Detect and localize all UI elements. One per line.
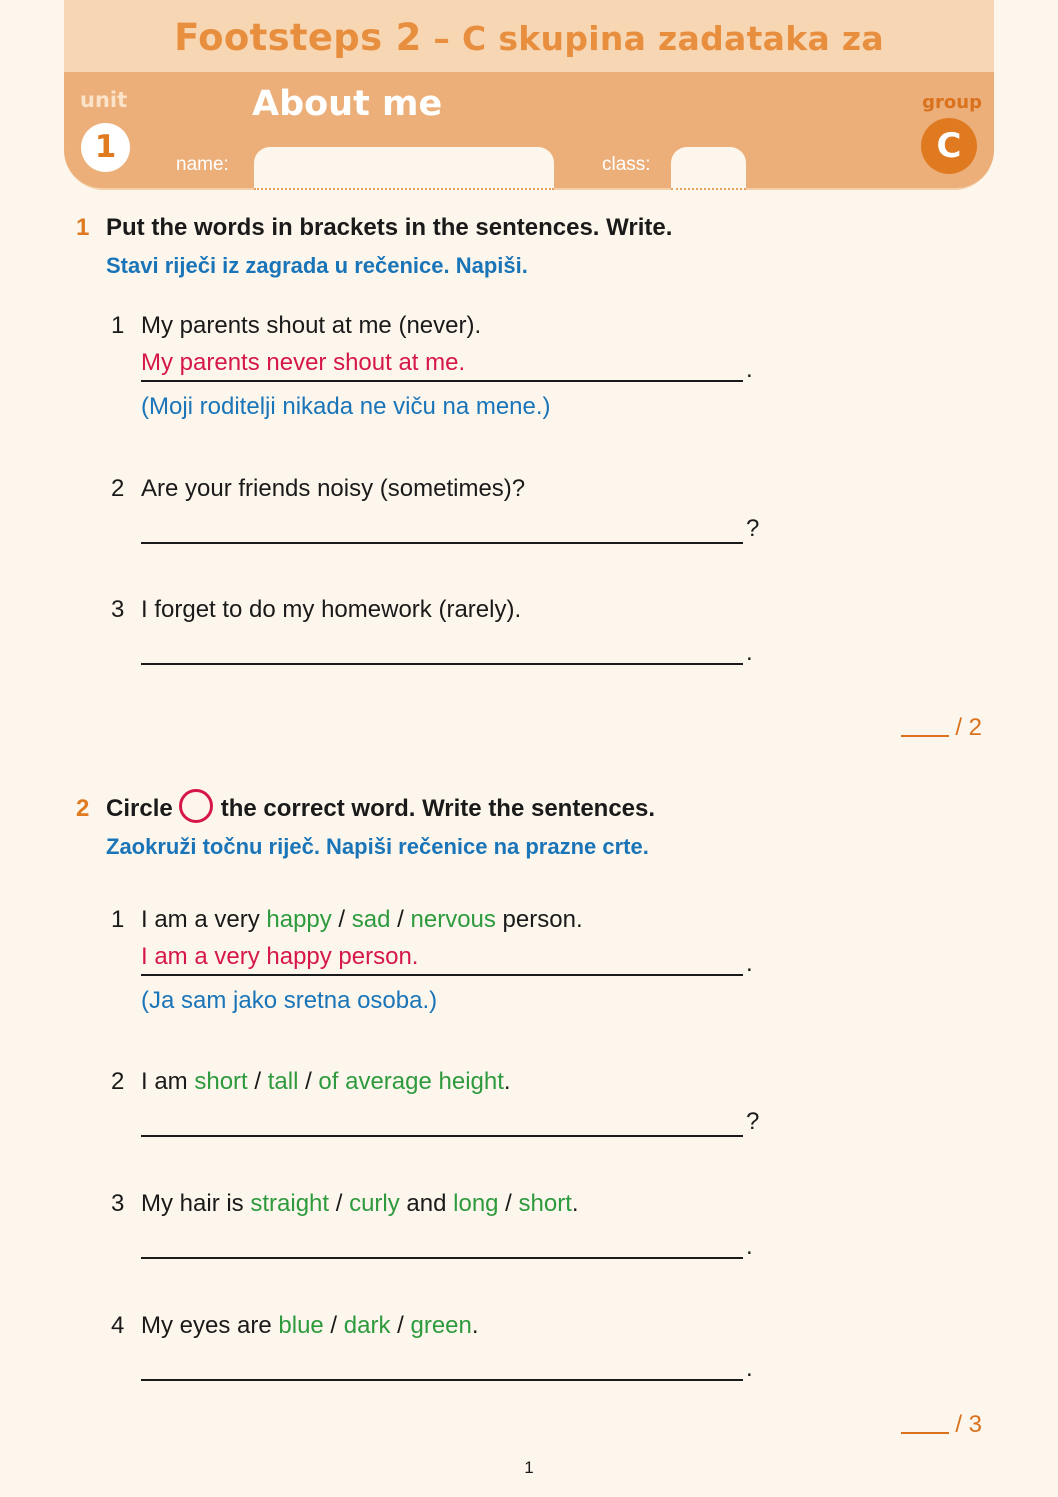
- ex2-item-4-number: 4: [111, 1312, 125, 1339]
- ex1-item-3-end: .: [746, 639, 753, 666]
- worksheet-title: Footsteps 2 – C skupina zadataka za: [64, 0, 994, 72]
- option-word[interactable]: curly: [349, 1190, 400, 1217]
- ex2-item-3-number: 3: [111, 1190, 125, 1217]
- ex2-item-4-answer-line[interactable]: [141, 1379, 743, 1381]
- option-word[interactable]: tall: [267, 1068, 299, 1095]
- class-label: class:: [602, 154, 651, 175]
- score-blank[interactable]: [901, 715, 949, 737]
- ex1-item-1-answer-line[interactable]: [141, 380, 743, 382]
- option-word[interactable]: short: [194, 1068, 248, 1095]
- option-word[interactable]: sad: [351, 906, 391, 933]
- ex2-item-2-number: 2: [111, 1068, 125, 1095]
- unit-label: unit: [80, 88, 128, 112]
- worksheet-header: [64, 0, 994, 190]
- exercise-1-instruction: Put the words in brackets in the sentences. Write.: [106, 214, 673, 241]
- ex2-item-2-prompt: I am short / tall / of average height.: [141, 1068, 511, 1095]
- exercise-1-number: 1: [76, 214, 90, 241]
- ex2-item-1-translation: (Ja sam jako sretna osoba.): [141, 987, 438, 1014]
- ex2-item-1-answer-line[interactable]: [141, 974, 743, 976]
- ex1-item-2-answer-line[interactable]: [141, 542, 743, 544]
- ex1-item-1-end: .: [746, 356, 753, 383]
- name-label: name:: [176, 154, 229, 175]
- option-word[interactable]: straight: [250, 1190, 330, 1217]
- ex2-item-4-prompt: My eyes are blue / dark / green.: [141, 1312, 479, 1339]
- ex2-item-1-end: .: [746, 950, 753, 977]
- ex2-item-1-answer: I am a very happy person.: [141, 943, 419, 970]
- exercise-2-number: 2: [76, 795, 90, 822]
- option-word[interactable]: blue: [278, 1312, 324, 1339]
- ex1-item-1-number: 1: [111, 312, 125, 339]
- option-word[interactable]: short: [518, 1190, 572, 1217]
- ex2-item-2-end: ?: [746, 1108, 760, 1135]
- exercise-2-score: / 3: [901, 1411, 982, 1439]
- ex2-item-4-end: .: [746, 1355, 753, 1382]
- ex1-item-3-prompt: I forget to do my homework (rarely).: [141, 596, 522, 623]
- unit-title: About me: [252, 84, 443, 124]
- group-badge: C: [921, 118, 977, 174]
- page-number: 1: [524, 1458, 534, 1477]
- ex1-item-1-translation: (Moji roditelji nikada ne viču na mene.): [141, 393, 551, 420]
- exercise-1-instruction-hr: Stavi riječi iz zagrada u rečenice. Napiši.: [106, 253, 528, 278]
- exercise-1-score: / 2: [901, 714, 982, 742]
- option-word[interactable]: green: [410, 1312, 472, 1339]
- ex2-item-3-answer-line[interactable]: [141, 1257, 743, 1259]
- option-word[interactable]: nervous: [410, 906, 496, 933]
- ex2-item-2-answer-line[interactable]: [141, 1135, 743, 1137]
- name-field[interactable]: [254, 147, 554, 190]
- circle-icon: [179, 789, 213, 823]
- ex1-item-3-answer-line[interactable]: [141, 663, 743, 665]
- option-word[interactable]: dark: [343, 1312, 391, 1339]
- ex1-item-3-number: 3: [111, 596, 125, 623]
- score-blank[interactable]: [901, 1412, 949, 1434]
- ex1-item-2-prompt: Are your friends noisy (sometimes)?: [141, 475, 526, 502]
- option-word[interactable]: long: [453, 1190, 499, 1217]
- option-word[interactable]: happy: [266, 906, 332, 933]
- exercise-2-instruction: Circle the correct word. Write the sentences.: [106, 795, 655, 823]
- group-label: group: [922, 92, 982, 113]
- unit-number-badge: 1: [81, 123, 130, 172]
- option-word[interactable]: of average height: [318, 1068, 504, 1095]
- ex2-item-1-prompt: I am a very happy / sad / nervous person.: [141, 906, 583, 933]
- ex1-item-2-number: 2: [111, 475, 125, 502]
- ex2-item-1-number: 1: [111, 906, 125, 933]
- ex1-item-2-end: ?: [746, 515, 760, 542]
- class-field[interactable]: [671, 147, 746, 190]
- unit-band: [64, 72, 994, 188]
- ex2-item-3-end: .: [746, 1233, 753, 1260]
- ex1-item-1-prompt: My parents shout at me (never).: [141, 312, 482, 339]
- ex2-item-3-prompt: My hair is straight / curly and long / short.: [141, 1190, 579, 1217]
- exercise-2-instruction-hr: Zaokruži točnu riječ. Napiši rečenice na prazne crte.: [106, 834, 649, 859]
- ex1-item-1-answer: My parents never shout at me.: [141, 349, 466, 376]
